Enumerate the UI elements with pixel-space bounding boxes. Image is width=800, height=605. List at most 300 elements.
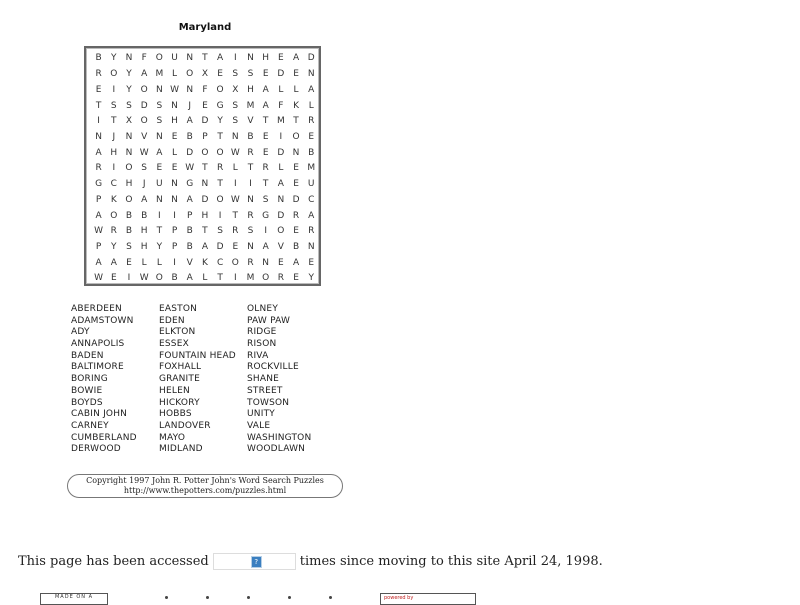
grid-cell: A bbox=[186, 273, 193, 284]
dot-icon bbox=[288, 596, 291, 599]
grid-cell: A bbox=[292, 53, 300, 64]
grid-cell: B bbox=[308, 147, 315, 158]
word-item: STREET bbox=[247, 385, 283, 396]
grid-cell: S bbox=[262, 194, 269, 205]
grid-cell: E bbox=[262, 131, 269, 142]
grid-cell: S bbox=[156, 116, 163, 127]
grid-cell: A bbox=[308, 84, 315, 95]
grid-cell: Y bbox=[308, 273, 314, 284]
grid-cell: W bbox=[94, 273, 104, 284]
broken-image-icon: ? bbox=[251, 556, 262, 568]
grid-cell: B bbox=[186, 226, 193, 237]
grid-cell: N bbox=[277, 194, 285, 205]
grid-cell: P bbox=[95, 194, 102, 205]
grid-cell: T bbox=[293, 116, 299, 127]
grid-cell: G bbox=[95, 179, 103, 190]
grid-cell: R bbox=[247, 257, 254, 268]
word-item: GRANITE bbox=[159, 374, 200, 385]
grid-cell: D bbox=[277, 210, 285, 221]
grid-cell: D bbox=[140, 100, 148, 111]
grid-cell: S bbox=[232, 69, 239, 80]
grid-row bbox=[86, 130, 319, 146]
grid-cell: D bbox=[277, 69, 285, 80]
word-item: BORING bbox=[71, 374, 108, 385]
grid-cell: T bbox=[232, 210, 239, 221]
grid-cell: A bbox=[186, 194, 193, 205]
grid-cell: W bbox=[139, 273, 149, 284]
grid-cell: E bbox=[308, 131, 315, 142]
grid-cell: S bbox=[126, 100, 132, 111]
grid-cell: Y bbox=[111, 241, 117, 252]
grid-cell: H bbox=[247, 84, 254, 95]
word-item: BADEN bbox=[71, 350, 104, 361]
grid-cell: H bbox=[125, 179, 133, 190]
grid-cell: N bbox=[186, 53, 194, 64]
grid-cell: J bbox=[188, 100, 192, 111]
grid-cell: N bbox=[292, 147, 300, 158]
grid-cell: O bbox=[155, 53, 163, 64]
grid-cell: B bbox=[247, 131, 254, 142]
grid-cell: R bbox=[95, 163, 102, 174]
grid-cell: M bbox=[307, 163, 316, 174]
word-item: FOXHALL bbox=[159, 362, 202, 373]
grid-row bbox=[86, 208, 319, 224]
grid-cell: I bbox=[173, 210, 176, 221]
grid-cell: N bbox=[171, 100, 178, 111]
grid-cell: P bbox=[171, 241, 178, 252]
grid-cell: G bbox=[186, 179, 194, 190]
grid-cell: N bbox=[155, 84, 163, 95]
grid-cell: I bbox=[97, 116, 100, 127]
grid-row bbox=[86, 224, 319, 240]
grid-cell: A bbox=[95, 210, 102, 221]
grid-cell: O bbox=[140, 116, 148, 127]
grid-cell: H bbox=[110, 147, 118, 158]
grid-cell: T bbox=[95, 100, 102, 111]
grid-cell: O bbox=[155, 273, 163, 284]
grid-cell: N bbox=[125, 53, 133, 64]
grid-cell: A bbox=[95, 257, 102, 268]
grid-cell: O bbox=[277, 226, 285, 237]
grid-cell: A bbox=[201, 241, 208, 252]
word-item: WOODLAWN bbox=[247, 444, 306, 455]
grid-cell: D bbox=[277, 147, 285, 158]
word-item: UNITY bbox=[247, 409, 275, 420]
grid-cell: J bbox=[142, 179, 146, 190]
grid-cell: O bbox=[201, 147, 209, 158]
grid-cell: R bbox=[216, 163, 224, 174]
grid-cell: C bbox=[216, 257, 224, 268]
word-item: EASTON bbox=[159, 304, 198, 314]
word-item: CUMBERLAND bbox=[71, 432, 137, 443]
grid-cell: U bbox=[171, 53, 178, 64]
grid-cell: L bbox=[156, 257, 162, 268]
grid-cell: T bbox=[217, 273, 223, 284]
grid-cell: S bbox=[126, 241, 132, 252]
grid-cell: B bbox=[95, 53, 102, 64]
grid-cell: D bbox=[307, 53, 315, 64]
access-counter-line bbox=[18, 553, 603, 570]
grid-cell: O bbox=[110, 210, 118, 221]
grid-cell: E bbox=[110, 273, 117, 284]
grid-cell: H bbox=[140, 241, 148, 252]
grid-row bbox=[86, 255, 319, 271]
grid-cell: N bbox=[171, 179, 178, 190]
grid-cell: N bbox=[262, 257, 270, 268]
grid-cell: T bbox=[247, 163, 254, 174]
grid-cell: L bbox=[278, 163, 284, 174]
grid-cell: A bbox=[217, 53, 224, 64]
grid-cell: E bbox=[262, 147, 269, 158]
grid-cell: N bbox=[231, 131, 239, 142]
grid-cell: T bbox=[262, 116, 269, 127]
dot-icon bbox=[247, 596, 250, 599]
grid-cell: L bbox=[232, 163, 238, 174]
word-search-grid bbox=[84, 46, 321, 286]
word-item: RISON bbox=[247, 339, 277, 350]
grid-cell: Y bbox=[126, 84, 132, 95]
word-item: PAW PAW bbox=[247, 315, 291, 326]
grid-cell: T bbox=[202, 163, 208, 174]
grid-cell: O bbox=[125, 194, 133, 205]
dot-icon bbox=[206, 596, 209, 599]
grid-cell: A bbox=[156, 147, 163, 158]
word-item: TOWSON bbox=[247, 397, 290, 408]
grid-cell: A bbox=[186, 116, 193, 127]
grid-cell: A bbox=[110, 257, 117, 268]
grid-cell: Y bbox=[156, 241, 163, 252]
grid-cell: T bbox=[217, 179, 223, 190]
grid-cell: O bbox=[216, 194, 224, 205]
grid-cell: U bbox=[307, 179, 315, 190]
grid-cell: K bbox=[110, 194, 117, 205]
grid-cell: M bbox=[276, 116, 285, 127]
grid-cell: T bbox=[111, 116, 117, 127]
grid-cell: P bbox=[202, 131, 208, 142]
word-item: CARNEY bbox=[71, 420, 109, 431]
grid-cell: S bbox=[247, 69, 254, 80]
grid-cell: C bbox=[308, 194, 315, 205]
grid-cell: T bbox=[262, 179, 269, 190]
word-item: MIDLAND bbox=[159, 444, 203, 455]
word-item: MAYO bbox=[159, 432, 186, 443]
grid-cell: R bbox=[247, 147, 254, 158]
copyright-text: Copyright 1997 John R. Potter John's Word Search Puzzles bbox=[86, 476, 324, 485]
grid-cell: G bbox=[216, 100, 224, 111]
grid-cell: N bbox=[247, 194, 254, 205]
grid-cell: I bbox=[264, 226, 267, 237]
grid-cell: B bbox=[125, 226, 133, 237]
grid-cell: N bbox=[95, 131, 102, 142]
grid-cell: O bbox=[110, 69, 118, 80]
grid-cell: E bbox=[278, 257, 284, 268]
grid-cell: V bbox=[247, 116, 254, 127]
grid-cell: W bbox=[185, 163, 195, 174]
grid-row bbox=[86, 114, 319, 130]
grid-cell: P bbox=[171, 226, 178, 237]
word-column bbox=[71, 304, 159, 456]
separator-dots bbox=[165, 596, 332, 599]
grid-cell: O bbox=[216, 147, 224, 158]
grid-cell: F bbox=[141, 53, 147, 64]
grid-cell: I bbox=[127, 273, 131, 284]
grid-cell: K bbox=[201, 257, 208, 268]
grid-cell: N bbox=[307, 241, 315, 252]
grid-row bbox=[86, 271, 319, 287]
grid-cell: X bbox=[125, 116, 133, 127]
grid-cell: R bbox=[292, 210, 300, 221]
grid-row bbox=[86, 161, 319, 177]
grid-cell: H bbox=[140, 226, 148, 237]
grid-row bbox=[86, 177, 319, 193]
grid-cell: E bbox=[293, 226, 299, 237]
grid-cell: E bbox=[95, 84, 102, 95]
grid-cell: N bbox=[307, 69, 315, 80]
grid-cell: L bbox=[141, 257, 147, 268]
grid-cell: N bbox=[155, 194, 163, 205]
grid-cell: O bbox=[216, 84, 224, 95]
hit-counter bbox=[213, 553, 296, 570]
word-item: ANNAPOLIS bbox=[71, 339, 125, 350]
grid-cell: L bbox=[202, 273, 208, 284]
word-item: ABERDEEN bbox=[71, 304, 122, 314]
grid-cell: O bbox=[231, 257, 239, 268]
grid-cell: L bbox=[278, 84, 284, 95]
grid-cell: R bbox=[110, 226, 117, 237]
grid-cell: V bbox=[277, 241, 284, 252]
grid-cell: H bbox=[201, 210, 209, 221]
grid-cell: C bbox=[110, 179, 117, 190]
grid-cell: W bbox=[139, 147, 149, 158]
word-item: BALTIMORE bbox=[71, 362, 124, 373]
made-on-a-mac-badge[interactable]: MADE ON A bbox=[40, 593, 108, 605]
grid-cell: F bbox=[278, 100, 284, 111]
access-suffix: times since moving to this site April 24, 1998. bbox=[299, 554, 603, 569]
grid-row bbox=[86, 145, 319, 161]
grid-cell: W bbox=[230, 194, 240, 205]
grid-row bbox=[86, 82, 319, 98]
grid-cell: B bbox=[141, 210, 148, 221]
grid-cell: E bbox=[202, 100, 208, 111]
grid-cell: S bbox=[156, 100, 163, 111]
grid-cell: A bbox=[141, 69, 148, 80]
grid-cell: I bbox=[233, 179, 237, 190]
word-item: VALE bbox=[247, 420, 271, 431]
grid-cell: N bbox=[125, 131, 133, 142]
grid-cell: O bbox=[125, 163, 133, 174]
grid-row bbox=[86, 51, 319, 67]
grid-cell: T bbox=[202, 53, 208, 64]
word-item: ADAMSTOWN bbox=[71, 315, 134, 326]
grid-cell: I bbox=[158, 210, 161, 221]
grid-cell: T bbox=[156, 226, 163, 237]
grid-cell: S bbox=[110, 100, 117, 111]
grid-cell: M bbox=[155, 69, 164, 80]
powered-by-badge[interactable]: powered by bbox=[380, 593, 476, 605]
grid-cell: E bbox=[308, 257, 315, 268]
grid-cell: W bbox=[94, 226, 104, 237]
grid-cell: J bbox=[112, 131, 116, 142]
grid-cell: L bbox=[308, 100, 314, 111]
grid-cell: I bbox=[249, 179, 252, 190]
grid-cell: E bbox=[293, 163, 299, 174]
grid-cell: R bbox=[308, 226, 315, 237]
grid-cell: A bbox=[308, 210, 315, 221]
grid-cell: M bbox=[246, 100, 255, 111]
grid-cell: H bbox=[262, 53, 270, 64]
grid-cell: P bbox=[187, 210, 193, 221]
word-item: DERWOOD bbox=[71, 444, 121, 455]
grid-cell: N bbox=[201, 179, 209, 190]
copyright-box bbox=[67, 474, 343, 498]
grid-cell: Y bbox=[217, 116, 223, 127]
grid-cell: I bbox=[112, 84, 116, 95]
grid-row bbox=[86, 240, 319, 256]
word-item: ADY bbox=[71, 327, 90, 338]
grid-cell: E bbox=[171, 131, 178, 142]
grid-cell: I bbox=[233, 273, 237, 284]
word-item: EDEN bbox=[159, 315, 185, 326]
grid-cell: D bbox=[216, 241, 224, 252]
word-column bbox=[247, 304, 347, 456]
grid-row bbox=[86, 67, 319, 83]
grid-cell: K bbox=[293, 100, 299, 111]
grid-cell: N bbox=[247, 53, 254, 64]
grid-cell: B bbox=[292, 241, 300, 252]
grid-cell: E bbox=[217, 69, 223, 80]
grid-cell: R bbox=[95, 69, 102, 80]
word-item: RIVA bbox=[247, 350, 269, 361]
grid-cell: F bbox=[202, 84, 208, 95]
word-item: FOUNTAIN HEAD bbox=[159, 350, 236, 361]
word-item: BOWIE bbox=[71, 385, 103, 396]
grid-cell: V bbox=[141, 131, 148, 142]
grid-cell: U bbox=[156, 179, 163, 190]
puzzle-title: Maryland bbox=[178, 22, 232, 33]
grid-cell: W bbox=[170, 84, 179, 95]
grid-cell: E bbox=[293, 69, 299, 80]
grid-cell: A bbox=[277, 179, 284, 190]
access-prefix: This page has been accessed bbox=[18, 554, 209, 569]
dot-icon bbox=[165, 596, 168, 599]
grid-cell: B bbox=[171, 273, 178, 284]
word-item: ESSEX bbox=[159, 339, 189, 350]
grid-cell: S bbox=[232, 116, 239, 127]
grid-cell: P bbox=[95, 241, 102, 252]
grid-cell: Y bbox=[111, 53, 117, 64]
grid-cell: E bbox=[126, 257, 132, 268]
puzzles-link[interactable]: http://www.thepotters.com/puzzles.html bbox=[123, 486, 287, 495]
grid-cell: R bbox=[262, 163, 269, 174]
grid-cell: E bbox=[293, 273, 299, 284]
word-item: ELKTON bbox=[159, 327, 196, 338]
grid-cell: E bbox=[262, 69, 269, 80]
grid-cell: W bbox=[230, 147, 240, 158]
grid-cell: G bbox=[262, 210, 270, 221]
grid-cell: B bbox=[186, 241, 193, 252]
grid-cell: M bbox=[246, 273, 255, 284]
word-item: WASHINGTON bbox=[247, 432, 312, 443]
grid-cell: Y bbox=[126, 69, 132, 80]
grid-cell: L bbox=[293, 84, 299, 95]
grid-cell: X bbox=[201, 69, 208, 80]
grid-cell: N bbox=[155, 131, 163, 142]
grid-cell: B bbox=[125, 210, 133, 221]
word-column bbox=[159, 304, 247, 456]
grid-cell: D bbox=[186, 147, 194, 158]
grid-cell: S bbox=[232, 100, 239, 111]
grid-cell: A bbox=[292, 257, 300, 268]
grid-cell: A bbox=[95, 147, 102, 158]
word-item: RIDGE bbox=[247, 327, 277, 338]
grid-cell: V bbox=[186, 257, 193, 268]
grid-cell: E bbox=[156, 163, 163, 174]
grid-cell: D bbox=[201, 116, 209, 127]
grid-cell: R bbox=[308, 116, 315, 127]
grid-cell: L bbox=[172, 147, 178, 158]
grid-cell: E bbox=[293, 179, 299, 190]
word-item: HELEN bbox=[159, 385, 190, 396]
grid-cell: N bbox=[125, 147, 133, 158]
word-item: BOYDS bbox=[71, 397, 103, 408]
grid-cell: E bbox=[232, 241, 239, 252]
grid-cell: E bbox=[278, 53, 284, 64]
grid-cell: B bbox=[186, 131, 193, 142]
grid-cell: I bbox=[233, 53, 237, 64]
word-item: HICKORY bbox=[159, 397, 200, 408]
grid-cell: I bbox=[173, 257, 176, 268]
word-list bbox=[71, 304, 347, 456]
grid-cell: T bbox=[202, 226, 208, 237]
word-item: OLNEY bbox=[247, 304, 279, 314]
grid-cell: O bbox=[140, 84, 148, 95]
grid-row bbox=[86, 192, 319, 208]
grid-cell: N bbox=[247, 241, 254, 252]
grid-cell: O bbox=[186, 69, 194, 80]
grid-cell: T bbox=[217, 131, 223, 142]
grid-cell: A bbox=[262, 84, 269, 95]
grid-cell: A bbox=[141, 194, 148, 205]
grid-cell: A bbox=[262, 100, 269, 111]
word-item: SHANE bbox=[247, 374, 280, 385]
grid-cell: N bbox=[186, 84, 194, 95]
dot-icon bbox=[329, 596, 332, 599]
grid-cell: I bbox=[112, 163, 116, 174]
grid-cell: H bbox=[171, 116, 178, 127]
grid-cell: R bbox=[247, 210, 254, 221]
grid-cell: S bbox=[247, 226, 254, 237]
word-item: ROCKVILLE bbox=[247, 362, 299, 373]
grid-cell: I bbox=[218, 210, 222, 221]
word-item: LANDOVER bbox=[159, 420, 211, 431]
word-item: CABIN JOHN bbox=[71, 409, 128, 420]
grid-cell: I bbox=[279, 131, 283, 142]
grid-cell: R bbox=[277, 273, 284, 284]
grid-cell: N bbox=[171, 194, 178, 205]
grid-cell: R bbox=[232, 226, 239, 237]
grid-row bbox=[86, 98, 319, 114]
grid-cell: A bbox=[262, 241, 269, 252]
grid-cell: S bbox=[217, 226, 223, 237]
word-item: HOBBS bbox=[159, 409, 192, 420]
grid-cell: D bbox=[201, 194, 209, 205]
grid-cell: O bbox=[262, 273, 270, 284]
grid-cell: E bbox=[171, 163, 178, 174]
grid-cell: O bbox=[292, 131, 300, 142]
grid-cell: L bbox=[172, 69, 178, 80]
grid-cell: D bbox=[292, 194, 300, 205]
grid-cell: S bbox=[141, 163, 148, 174]
